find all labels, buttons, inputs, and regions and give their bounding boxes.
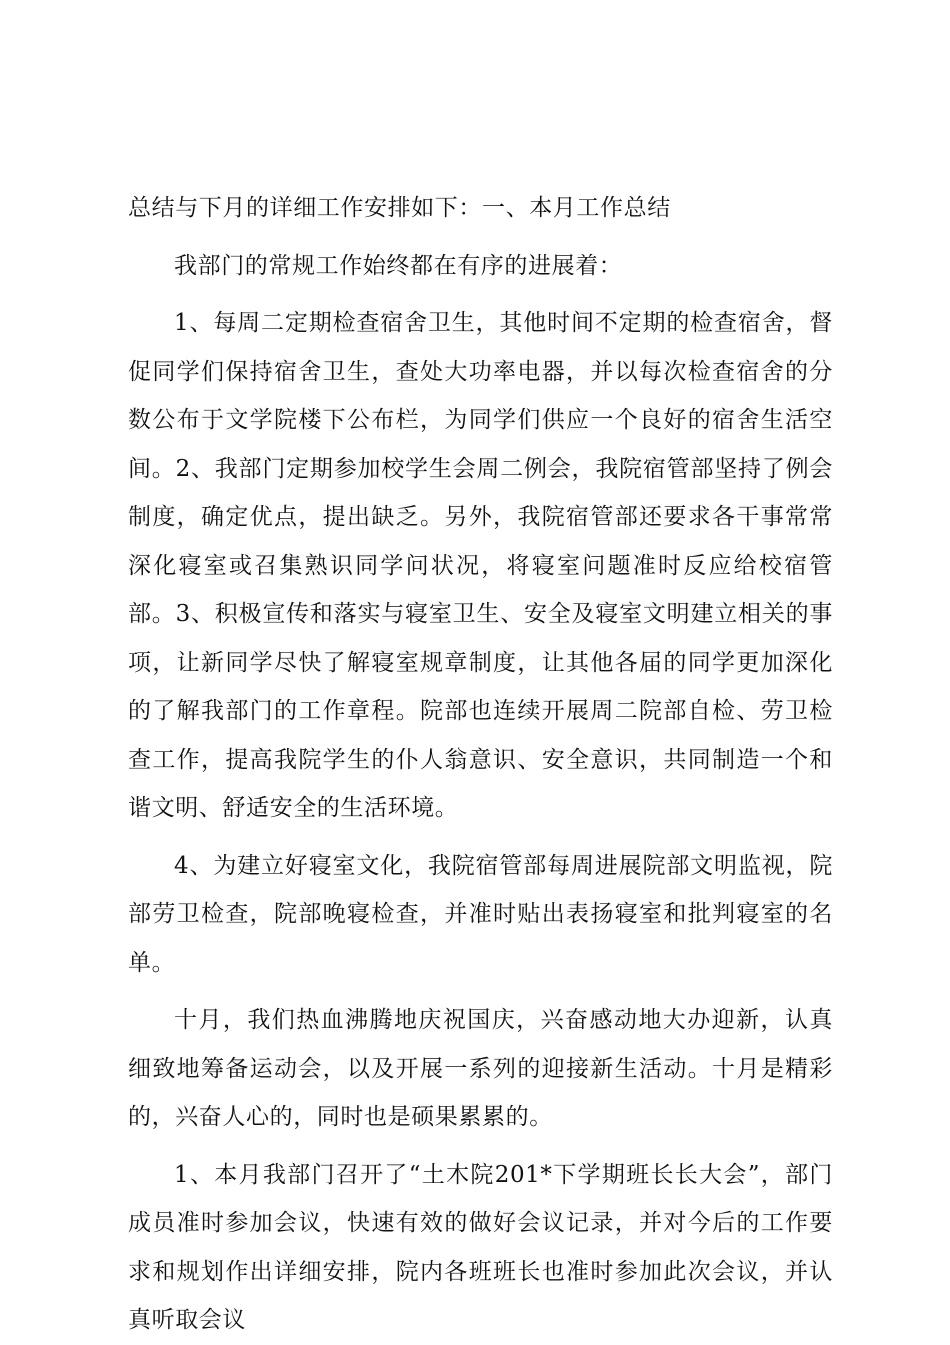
paragraph-routine-work: 我部门的常规工作始终都在有序的进展着： [174,252,623,279]
paragraph-item-4: 4、为建立好寝室文化，我院宿管部每周进展院部文明监视，院部劳卫检查，院部晚寝检查，并准时贴出表扬寝室和批判寝室的名单。 [128,852,833,976]
paragraph-meeting: 1、本月我部门召开了“土木院201*下学期班长长大会”，部门成员准时参加会议，快速有效的做好会议记录，并对今后的工作要求和规划作出详细安排，院内各班班长也准时参加此次会议，并认真听取会议 [128,1161,833,1333]
paragraph-summary-intro: 总结与下月的详细工作安排如下：一、本月工作总结 [128,195,671,221]
paragraph-items-1-3: 1、每周二定期检查宿舍卫生，其他时间不定期的检查宿舍，督促同学们保持宿舍卫生，查处大功率电器，并以每次检查宿舍的分数公布于文学院楼下公布栏，为同学们供应一个良好的宿舍生活空间。2、我部门定期参加校学生会周二例会，我院宿管部坚持了例会制度，确定优点，提出缺乏。另外，我院宿管部还要求各干事常常深化寝室或召集熟识同学问状况，将寝室问题准时反应给校宿管部。3、积极宣传和落实与寝室卫生、安全及寝室文明建立相关的事项，让新同学尽快了解寝室规章制度，让其他各届的同学更加深化的了解我部门的工作章程。院部也连续开展周二院部自检、劳卫检查工作，提高我院学生的仆人翁意识、安全意识，共同制造一个和谐文明、舒适安全的生活环境。 [128,310,833,821]
document-body [128,184,833,1345]
paragraph-october: 十月，我们热血沸腾地庆祝国庆，兴奋感动地大办迎新，认真细致地筹备运动会，以及开展一系列的迎接新生活动。十月是精彩的，兴奋人心的，同时也是硕果累累的。 [128,1007,833,1130]
